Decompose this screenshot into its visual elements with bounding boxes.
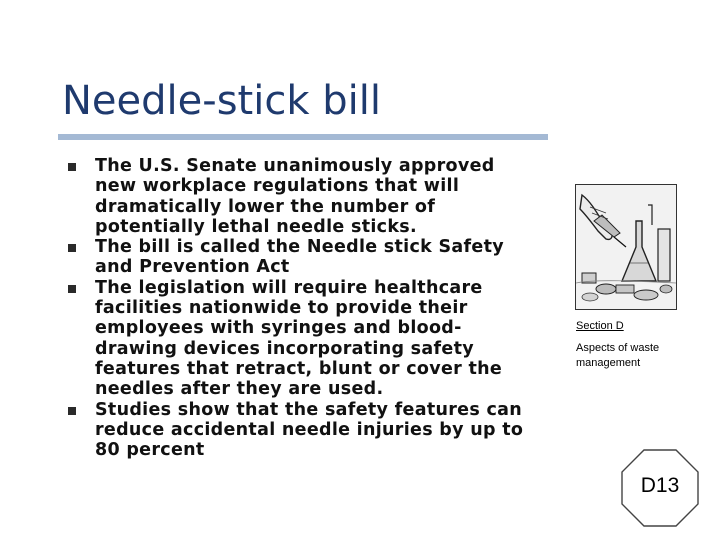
bullet-item — [68, 400, 538, 461]
badge-label: D13 — [640, 474, 680, 497]
square-bullet-icon — [68, 244, 76, 252]
bullet-item — [68, 156, 538, 237]
section-description: Aspects of waste management — [576, 342, 660, 369]
bullet-item — [68, 237, 538, 278]
bullet-text: The legislation will require healthcare facilities nationwide to provide their employees with syringes and blood-drawing devices incorporating safety features that retract, blunt or cover the needles after they are used. — [95, 277, 503, 400]
section-label: Section D — [576, 320, 624, 332]
bullet-text: The U.S. Senate unanimously approved new workplace regulations that will dramatically lower the number of potentially lethal needle sticks. — [95, 156, 495, 237]
slide-title: Needle-stick bill — [62, 78, 381, 124]
bullet-text: Studies show that the safety features can reduce accidental needle injuries by up to 80 percent — [95, 399, 524, 461]
square-bullet-icon — [68, 407, 76, 415]
square-bullet-icon — [68, 285, 76, 293]
page-badge — [620, 448, 700, 528]
bullet-list — [68, 156, 538, 460]
lab-glassware-illustration — [575, 184, 677, 310]
title-divider — [58, 134, 548, 140]
bullet-text: The bill is called the Needle stick Safety and Prevention Act — [95, 237, 504, 278]
square-bullet-icon — [68, 163, 76, 171]
bullet-item — [68, 278, 538, 400]
